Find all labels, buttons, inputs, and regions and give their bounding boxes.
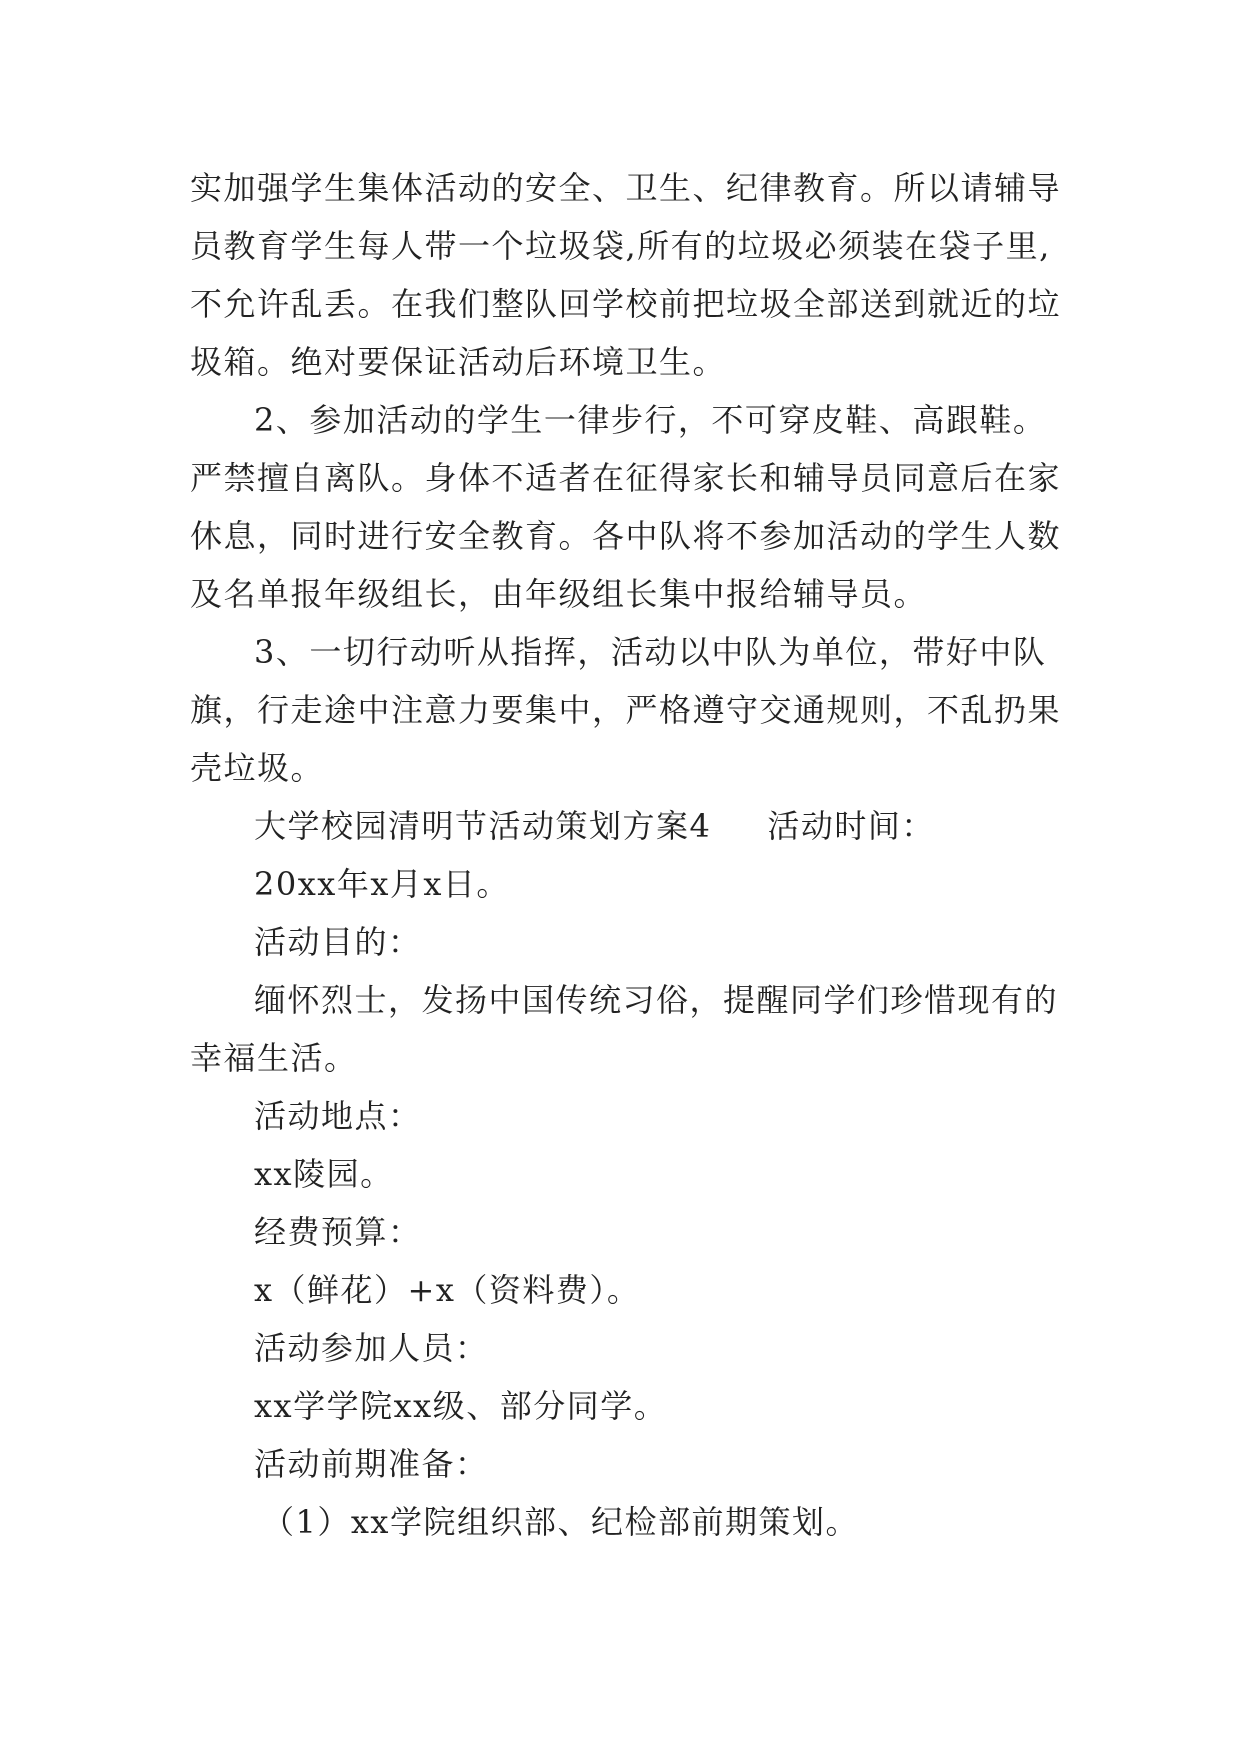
activity-purpose-label: 活动目的： [254,923,422,961]
preparation-item-1: （1）xx学院组织部、纪检部前期策划。 [262,1503,859,1541]
text-line-9: 3、一切行动听从指挥，活动以中队为单位，带好中队 [254,633,1047,671]
text-line-2: 员教育学生每人带一个垃圾袋,所有的垃圾必须装在袋子里, [190,227,1051,265]
budget-value: x（鲜花）+x（资料费）。 [254,1271,641,1309]
text-line-5: 2、参加活动的学生一律步行，不可穿皮鞋、高跟鞋。 [254,401,1047,439]
preparation-label: 活动前期准备： [254,1445,489,1483]
budget-label: 经费预算： [254,1213,422,1251]
text-line-6: 严禁擅自离队。身体不适者在征得家长和辅导员同意后在家 [190,459,1062,497]
text-line-10: 旗，行走途中注意力要集中，严格遵守交通规则，不乱扔果 [190,691,1062,729]
activity-time-value: 20xx年x月x日。 [254,865,510,903]
activity-location-value: xx陵园。 [254,1155,394,1193]
activity-time-label: 活动时间： [767,807,935,845]
activity-location-label: 活动地点： [254,1097,422,1135]
text-line-3: 不允许乱丢。在我们整队回学校前把垃圾全部送到就近的垃 [190,285,1062,323]
text-line-11: 壳垃圾。 [190,749,325,787]
text-line-7: 休息，同时进行安全教育。各中队将不参加活动的学生人数 [190,517,1062,555]
activity-purpose-line-1: 缅怀烈士，发扬中国传统习俗，提醒同学们珍惜现有的 [254,981,1059,1019]
participants-label: 活动参加人员： [254,1329,489,1367]
text-line-1: 实加强学生集体活动的安全、卫生、纪律教育。所以请辅导 [190,169,1062,207]
section-heading-line [254,806,935,846]
section-title: 大学校园清明节活动策划方案4 [254,807,712,845]
participants-value: xx学学院xx级、部分同学。 [254,1387,668,1425]
activity-purpose-line-2: 幸福生活。 [190,1039,358,1077]
text-line-8: 及名单报年级组长，由年级组长集中报给辅导员。 [190,575,928,613]
text-line-4: 圾箱。绝对要保证活动后环境卫生。 [190,343,727,381]
